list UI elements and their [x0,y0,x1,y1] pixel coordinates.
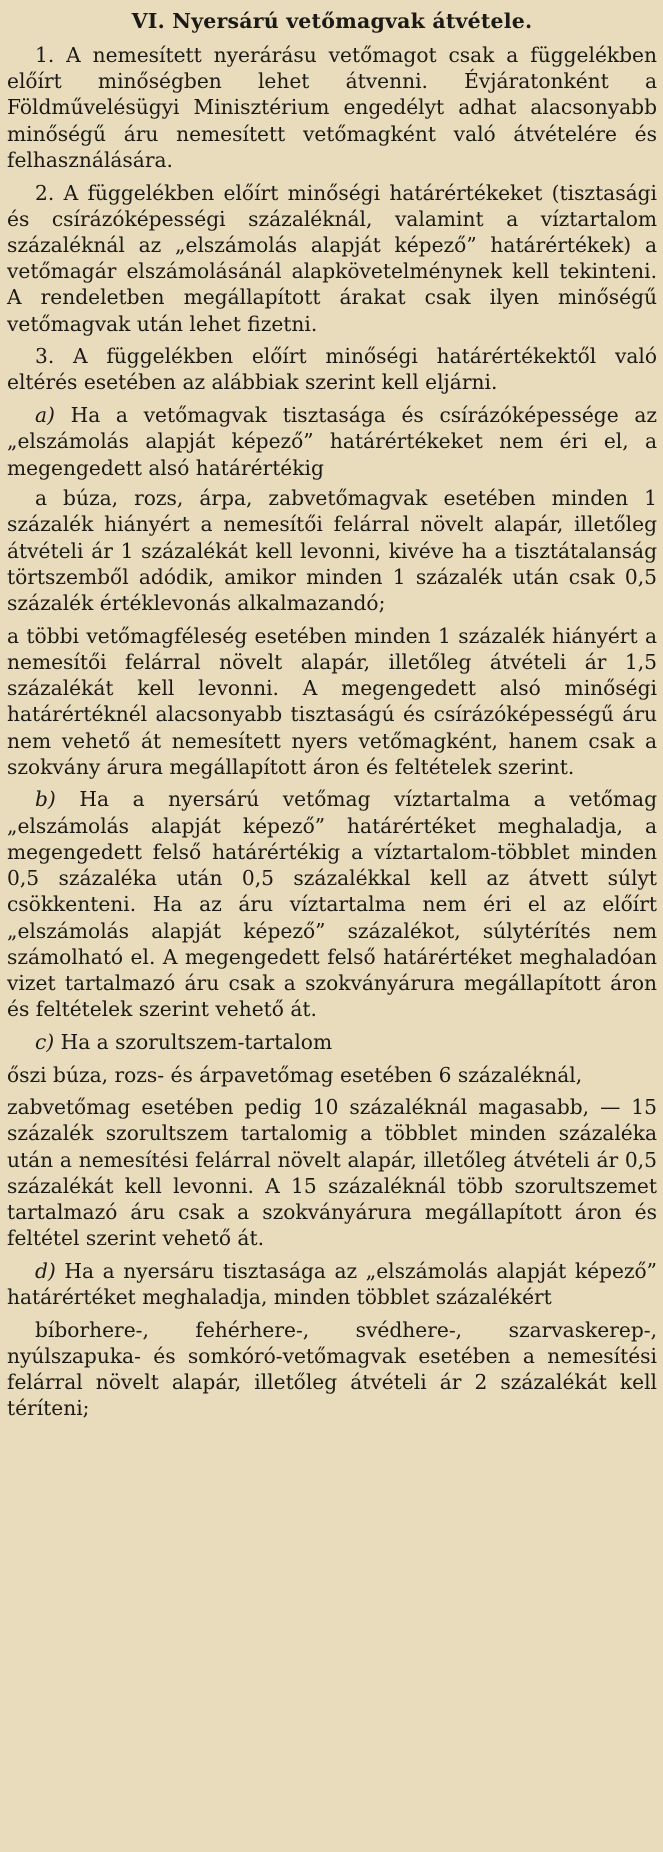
clause-a-intro [7,402,657,481]
paragraph-3: 3. A függelékben előírt minőségi határértékektől való eltérés esetében az alábbiak szerint kell eljárni. [7,344,657,395]
clause-b-label: b) [35,787,56,812]
clause-a-item-2: a többi vetőmagféleség esetében minden 1 százalék hiányért a nemesítői felárral növelt alapár, illetőleg átvételi ár 1,5 százalékát kell levonni. A megengedett alsó minőségi határértéknél alacsonyabb tisztaságú és csírázóképességű áru nem vehető át nemesített nyers vetőmagként, hanem csak a szokvány árura megállapított áron és feltételek szerint. [7,623,657,779]
section-heading: VI. Nyersárú vetőmagvak átvétele. [131,9,533,33]
clause-d-intro [7,1258,657,1310]
clause-d-intro-text: Ha a nyersáru tisztasága az „elszámolás alapját képező” határértéket meghaladja, minden többlet százalékért [7,1258,657,1310]
clause-b [7,786,657,1022]
clause-c-label: c) [35,1029,55,1054]
clause-a-label: a) [35,403,55,428]
paragraph-2: 2. A függelékben előírt minőségi határértékeket (tisztasági és csírázóképességi százaléknál, valamint a víztartalom százaléknál az „elszámolás alapját képező” határértékek) a vetőmagár elszámolásánál alapkövetelménynek kell tekinteni. A rendeletben megállapított árakat csak ilyen minőségű vetőmagvak után lehet fizetni. [7,180,657,336]
clause-c-item-2: zabvetőmag esetében pedig 10 százaléknál magasabb, — 15 százalék szorultszem tartalomig a többlet minden százaléka után a nemesítési felárral növelt alapár, illetőleg átvételi ár 0,5 százalékát kell levonni. A 15 százaléknál több szorultszemet tartalmazó áru csak a szokványárura megállapított áron és feltétel szerint vehető át. [7,1095,657,1251]
clause-c-intro [7,1029,657,1055]
clause-a-intro-text: Ha a vetőmagvak tisztasága és csírázóképessége az „elszámolás alapját képező” határértékeket nem éri el, a megengedett alsó határértékig [7,403,657,480]
clause-a-item-1: a búza, rozs, árpa, zabvetőmagvak esetében minden 1 százalék hiányért a nemesítői felárral növelt alapár, illetőleg átvételi ár 1 százalékát kell levonni, kivéve ha a tisztátalanság törtszemből adódik, amikor minden 1 százalék után csak 0,5 százalék értéklevonás alkalmazandó; [7,486,657,616]
clause-b-text: Ha a nyersárú vetőmag víztartalma a vetőmag „elszámolás alapját képező” határértéket meghaladja, a megengedett felső határértékig a víztartalom-többlet minden 0,5 százaléka után 0,5 százalékkal kell az átvett súlyt csökkenteni. Ha az áru víztartalma nem éri el az előírt „elszámolás alapját képező” százalékot, súlytérítés nem számolható el. A megengedett felső határértéket meghaladóan vizet tartalmazó áru csak a szokványárura megállapított áron és feltételek szerint vehető át. [7,787,657,1022]
paragraph-1: 1. A nemesített nyerárásu vetőmagot csak a függelékben előírt minőségben lehet átvenni. Évjáratonként a Földművelésügyi Minisztérium engedélyt adhat alacsonyabb minőségű áru nemesített vetőmagként való átvételére és felhasználására. [7,43,657,172]
clause-d-item-1: bíborhere-, fehérhere-, svédhere-, szarvaskerep-, nyúlszapuka- és somkóró-vetőmagvak esetében a nemesítési felárral növelt alapár, illetőleg átvételi ár 2 százalékát kell téríteni; [7,1317,657,1421]
clause-d-label: d) [35,1258,56,1283]
clause-c-intro-text: Ha a szorultszem-tartalom [60,1029,333,1054]
clause-c-item-1: őszi búza, rozs- és árpavetőmag esetében 6 százaléknál, [7,1062,583,1087]
